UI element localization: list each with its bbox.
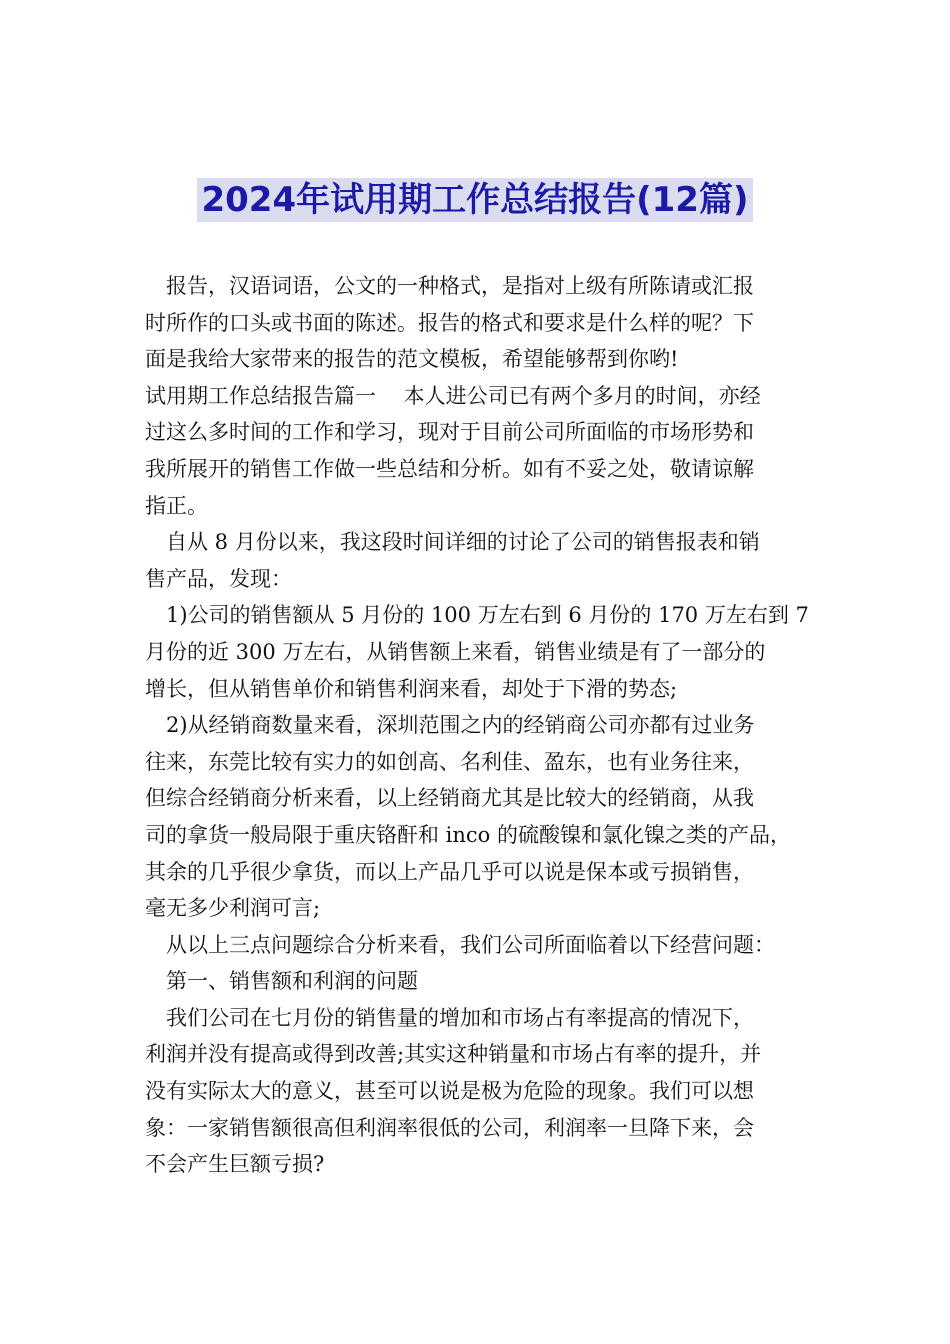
text-line: 过这么多时间的工作和学习，现对于目前公司所面临的市场形势和 — [145, 420, 754, 445]
document-body — [145, 268, 825, 1183]
title-wrap — [0, 178, 950, 222]
text-line: 月份的近 300 万左右，从销售额上来看，销售业绩是有了一部分的 — [145, 639, 766, 664]
text-line: 没有实际太大的意义，甚至可以说是极为危险的现象。我们可以想 — [145, 1079, 754, 1104]
paragraph-chapter-one — [145, 378, 825, 524]
text-line: 但综合经销商分析来看，以上经销商尤其是比较大的经销商，从我 — [145, 786, 754, 811]
text-line: 其余的几乎很少拿货，而以上产品几乎可以说是保本或亏损销售， — [145, 859, 754, 884]
text-line: 2)从经销商数量来看，深圳范围之内的经销商公司亦都有过业务 — [145, 713, 755, 738]
text-line: 面是我给大家带来的报告的范文模板，希望能够帮到你哟! — [145, 347, 679, 372]
text-line: 我所展开的销售工作做一些总结和分析。如有不妥之处，敬请谅解 — [145, 456, 754, 481]
text-line: 利润并没有提高或得到改善;其实这种销量和市场占有率的提升，并 — [145, 1042, 762, 1067]
paragraph-profit — [145, 1000, 825, 1183]
text-line: 第一、销售额和利润的问题 — [145, 969, 418, 994]
paragraph-heading-first — [145, 963, 825, 1000]
text-line: 象：一家销售额很高但利润率很低的公司，利润率一旦降下来，会 — [145, 1115, 754, 1140]
text-line: 1)公司的销售额从 5 月份的 100 万左右到 6 月份的 170 万左右到 7 — [145, 603, 809, 628]
text-line: 售产品，发现： — [145, 566, 292, 591]
text-line: 报告，汉语词语，公文的一种格式，是指对上级有所陈请或汇报 — [145, 274, 754, 298]
text-line: 司的拿货一般局限于重庆铬酐和 inco 的硫酸镍和氯化镍之类的产品， — [145, 822, 791, 847]
text-line: 时所作的口头或书面的陈述。报告的格式和要求是什么样的呢？下 — [145, 310, 754, 335]
text-line: 增长，但从销售单价和销售利润来看，却处于下滑的势态; — [145, 676, 678, 701]
text-line: 我们公司在七月份的销售量的增加和市场占有率提高的情况下， — [145, 1005, 754, 1030]
text-line: 试用期工作总结报告篇一 本人进公司已有两个多月的时间，亦经 — [145, 383, 761, 408]
paragraph-since-august — [145, 524, 825, 597]
paragraph-intro — [145, 268, 825, 378]
document-title: 2024年试用期工作总结报告(12篇) — [197, 178, 752, 222]
paragraph-point-2 — [145, 707, 825, 927]
text-line: 自从 8 月份以来，我这段时间详细的讨论了公司的销售报表和销 — [145, 530, 760, 555]
text-line: 指正。 — [145, 493, 208, 518]
text-line: 往来，东莞比较有实力的如创高、名利佳、盈东，也有业务往来， — [145, 749, 754, 774]
text-line: 毫无多少利润可言; — [145, 896, 321, 921]
text-line: 从以上三点问题综合分析来看，我们公司所面临着以下经营问题： — [145, 932, 775, 957]
text-line: 不会产生巨额亏损? — [145, 1152, 325, 1177]
paragraph-point-1 — [145, 597, 825, 707]
paragraph-summary — [145, 927, 825, 964]
